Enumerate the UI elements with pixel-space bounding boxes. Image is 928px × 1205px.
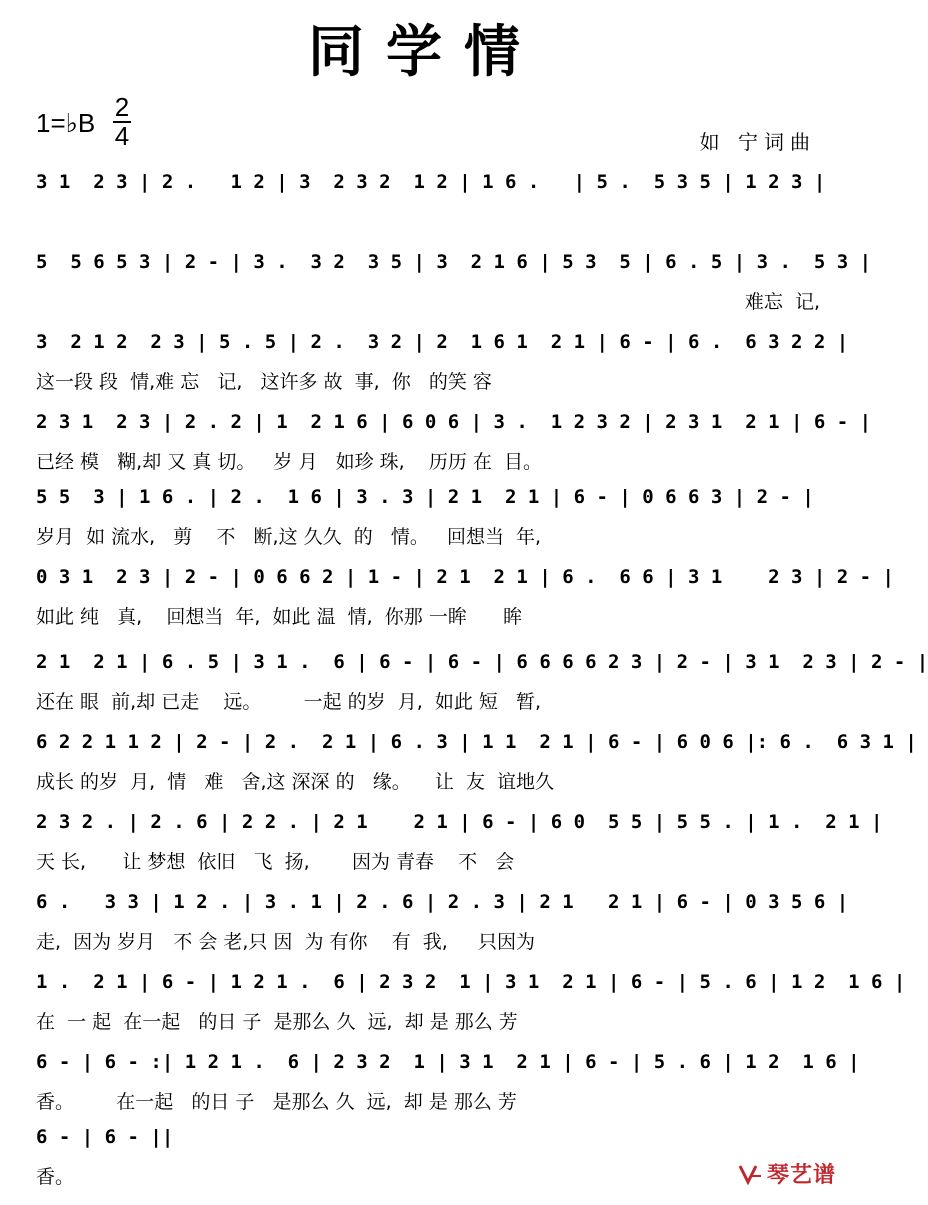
notes-line: 6 . 3 3 | 1 2 . | 3 . 1 | 2 . 6 | 2 . 3 | 2 1 2 1 | 6 - | 0 3 5 6 | <box>36 891 849 913</box>
notes-line: 5 5 6 5 3 | 2 - | 3 . 3 2 3 5 | 3 2 1 6 | 5 3 5 | 6 . 5 | 3 . 5 3 | <box>36 251 872 273</box>
lyrics-line: 香。 在一起 的日 子 是那么 久 远, 却 是 那么 芳 <box>36 1091 517 1113</box>
lyrics-line: 在 一 起 在一起 的日 子 是那么 久 远, 却 是 那么 芳 <box>36 1011 518 1033</box>
time-signature-bottom: 4 <box>114 121 130 151</box>
lyrics-line: 已经 模 糊,却 又 真 切。 岁 月 如珍 珠, 历历 在 目。 <box>36 451 542 473</box>
lyrics-line: 难忘 记, <box>744 291 820 313</box>
notes-line: 2 3 2 . | 2 . 6 | 2 2 . | 2 1 2 1 | 6 - | 6 0 5 5 | 5 5 . | 1 . 2 1 | <box>36 811 883 833</box>
lyrics-line: 成长 的岁 月, 情 难 舍,这 深深 的 缘。 让 友 谊地久 <box>36 771 555 793</box>
notes-line: 2 1 2 1 | 6 . 5 | 3 1 . 6 | 6 - | 6 - | 6 6 6 6 2 3 | 2 - | 3 1 2 3 | 2 - | <box>36 651 928 673</box>
lyricist-composer-credit: 如 宁词曲 <box>699 130 816 154</box>
notes-line: 3 1 2 3 | 2 . 1 2 | 3 2 3 2 1 2 | 1 6 . | 5 . 5 3 5 | 1 2 3 | <box>36 171 826 193</box>
lyrics-line: 香。 <box>36 1166 75 1188</box>
notes-line: 1 . 2 1 | 6 - | 1 2 1 . 6 | 2 3 2 1 | 3 1 2 1 | 6 - | 5 . 6 | 1 2 1 6 | <box>36 971 906 993</box>
lyrics-line: 岁月 如 流水, 剪 不 断,这 久久 的 情。 回想当 年, <box>36 526 542 548</box>
logo-text: 琴艺谱 <box>766 1163 836 1188</box>
lyrics-line: 如此 纯 真, 回想当 年, 如此 温 情, 你那 一眸 眸 <box>36 606 523 628</box>
song-title: 同学情 <box>308 20 542 85</box>
lyrics-line: 走, 因为 岁月 不 会 老,只 因 为 有你 有 我, 只因为 <box>36 931 536 953</box>
time-signature-top: 2 <box>114 92 130 122</box>
notes-line: 3 2 1 2 2 3 | 5 . 5 | 2 . 3 2 | 2 1 6 1 2 1 | 6 - | 6 . 6 3 2 2 | <box>36 331 849 353</box>
notes-line: 6 - | 6 - :| 1 2 1 . 6 | 2 3 2 1 | 3 1 2 1 | 6 - | 5 . 6 | 1 2 1 6 | <box>36 1051 860 1073</box>
notes-line: 6 - | 6 - || <box>36 1126 174 1148</box>
notes-line: 0 3 1 2 3 | 2 - | 0 6 6 2 | 1 - | 2 1 2 1 | 6 . 6 6 | 3 1 2 3 | 2 - | <box>36 566 894 588</box>
notes-line: 2 3 1 2 3 | 2 . 2 | 1 2 1 6 | 6 0 6 | 3 . 1 2 3 2 | 2 3 1 2 1 | 6 - | <box>36 411 872 433</box>
time-signature <box>112 94 132 150</box>
site-logo <box>737 1158 836 1189</box>
lyrics-line: 这一段 段 情,难 忘 记, 这许多 故 事, 你 的笑 容 <box>36 371 492 393</box>
notes-line: 5 5 3 | 1 6 . | 2 . 1 6 | 3 . 3 | 2 1 2 1 | 6 - | 0 6 6 3 | 2 - | <box>36 486 814 508</box>
lyrics-line: 天 长, 让 梦想 依旧 飞 扬, 因为 青春 不 会 <box>36 851 515 873</box>
notes-line: 6 2 2 1 1 2 | 2 - | 2 . 2 1 | 6 . 3 | 1 1 2 1 | 6 - | 6 0 6 |: 6 . 6 3 1 | <box>36 731 917 753</box>
key-signature: 1=♭B <box>36 108 96 138</box>
lyrics-line: 还在 眼 前,却 已走 远。 一起 的岁 月, 如此 短 暂, <box>36 691 542 713</box>
logo-mark-icon <box>737 1162 763 1186</box>
